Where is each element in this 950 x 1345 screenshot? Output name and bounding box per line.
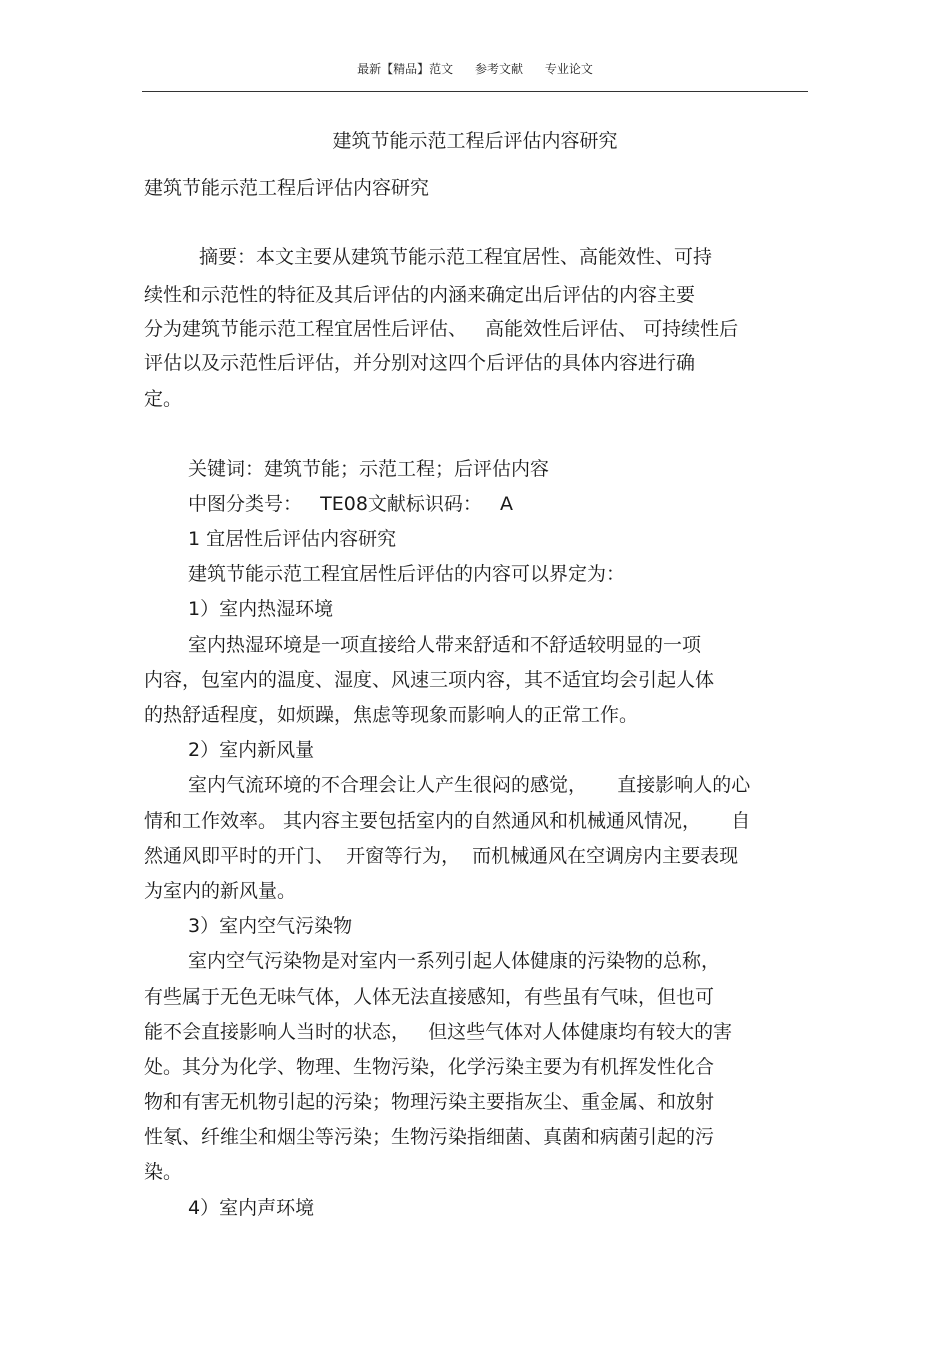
paragraph-line: 建筑节能示范工程宜居性后评估的内容可以界定为：: [188, 563, 626, 585]
abstract-line: 评估以及示范性后评估，并分别对这四个后评估的具体内容进行确: [144, 352, 696, 374]
page-header: [142, 60, 808, 78]
paragraph-line: 能不会直接影响人当时的状态， 但这些气体对人体健康均有较大的害: [144, 1021, 733, 1043]
paragraph-line: 的热舒适程度，如烦躁，焦虑等现象而影响人的正常工作。: [144, 704, 639, 726]
paragraph-line: 有些属于无色无味气体，人体无法直接感知，有些虽有气味，但也可: [144, 986, 715, 1008]
section-heading: 1 宜居性后评估内容研究: [188, 528, 397, 550]
paragraph-line: 室内气流环境的不合理会让人产生很闷的感觉， 直接影响人的心: [188, 774, 751, 796]
paragraph-line: 物和有害无机物引起的污染；物理污染主要指灰尘、重金属、和放射: [144, 1091, 715, 1113]
paragraph-line: 室内热湿环境是一项直接给人带来舒适和不舒适较明显的一项: [188, 634, 702, 656]
abstract-line: 续性和示范性的特征及其后评估的内涵来确定出后评估的内容主要: [144, 284, 696, 306]
abstract-line: 定。: [144, 388, 183, 410]
header-item-cankao: 参考文献: [474, 62, 523, 76]
abstract-line: 分为建筑节能示范工程宜居性后评估、 高能效性后评估、 可持续性后: [144, 318, 739, 340]
paragraph-line: 染。: [144, 1161, 183, 1183]
document-title: 建筑节能示范工程后评估内容研究: [332, 130, 618, 152]
header-item-fanwen: 最新【精品】范文: [357, 62, 454, 76]
paragraph-line: 内容，包室内的温度、湿度、风速三项内容，其不适宜均会引起人体: [144, 669, 715, 691]
paragraph-line: 室内空气污染物是对室内一系列引起人体健康的污染物的总称，: [188, 950, 721, 972]
paragraph-line: 然通风即平时的开门、 开窗等行为， 而机械通风在空调房内主要表现: [144, 845, 739, 867]
classification-line: 中图分类号： TE08文献标识码： A: [188, 493, 514, 515]
keywords-line: 关键词：建筑节能；示范工程；后评估内容: [188, 458, 550, 480]
abstract-line: 摘要：本文主要从建筑节能示范工程宜居性、高能效性、可持: [199, 246, 713, 268]
subsection-heading: 2）室内新风量: [188, 739, 315, 761]
document-subtitle: 建筑节能示范工程后评估内容研究: [144, 177, 430, 199]
header-rule: [142, 91, 808, 92]
subsection-heading: 4）室内声环境: [188, 1197, 315, 1219]
paragraph-line: 性氡、纤维尘和烟尘等污染；生物污染指细菌、真菌和病菌引起的污: [144, 1126, 715, 1148]
subsection-heading: 1）室内热湿环境: [188, 598, 334, 620]
paragraph-line: 情和工作效率。 其内容主要包括室内的自然通风和机械通风情况， 自: [144, 810, 751, 832]
subsection-heading: 3）室内空气污染物: [188, 915, 353, 937]
paragraph-line: 为室内的新风量。: [144, 880, 297, 902]
paragraph-line: 处。其分为化学、物理、生物污染，化学污染主要为有机挥发性化合: [144, 1056, 715, 1078]
header-item-lunwen: 专业论文: [544, 62, 593, 76]
